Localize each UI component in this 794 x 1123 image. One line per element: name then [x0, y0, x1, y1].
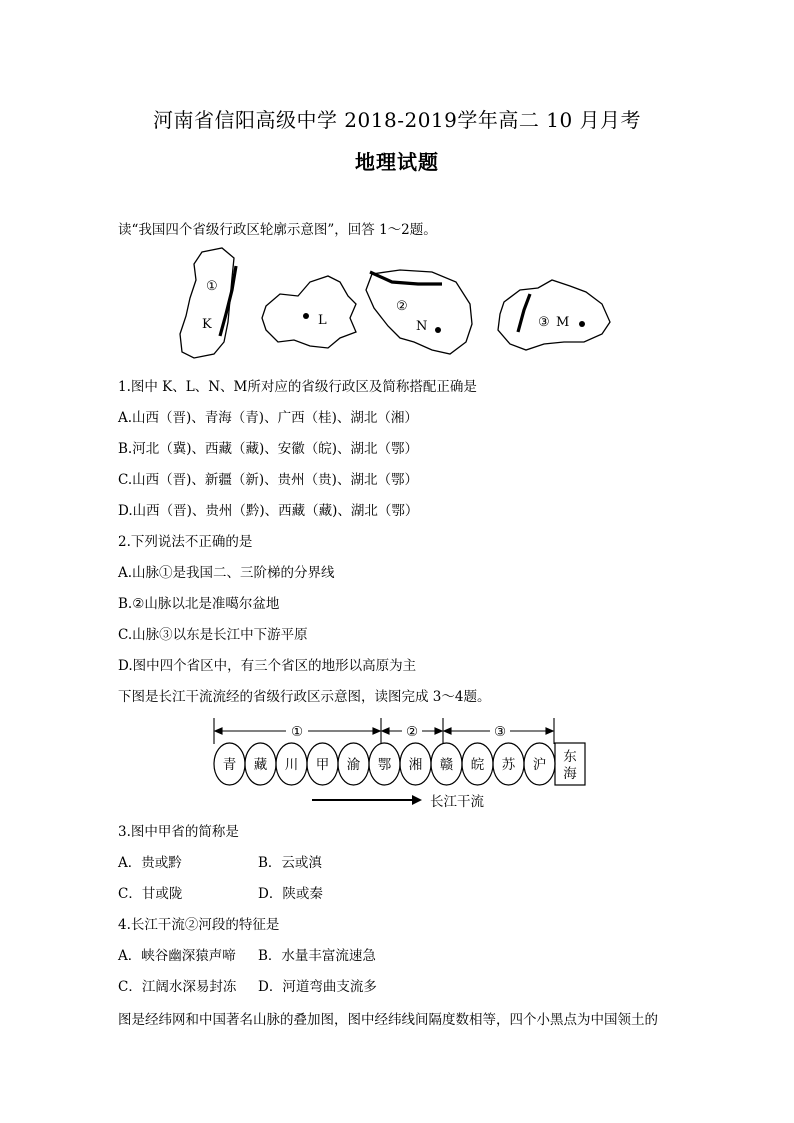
map-n-mark: ② — [396, 299, 408, 314]
question-1-stem: 1.图中 K、L、N、M所对应的省级行政区及简称搭配正确是 — [118, 379, 477, 395]
page-subtitle: 地理试题 — [355, 150, 439, 174]
intro-question-5: 图是经纬网和中国著名山脉的叠加图，图中经纬线间隔度数相等，四个小黑点为中国领土的 — [118, 1012, 658, 1028]
intro-question-1-2: 读“我国四个省级行政区轮廓示意图”，回答 1～2题。 — [118, 222, 437, 238]
question-2-option-c: C.山脉③以东是长江中下游平原 — [118, 627, 308, 643]
question-4-option-a: A．峡谷幽深猿声啼 — [118, 948, 236, 964]
question-2-stem: 2.下列说法不正确的是 — [118, 534, 253, 550]
province-label: 苏 — [501, 757, 516, 773]
arrow-label: 长江干流 — [430, 794, 484, 810]
yangtze-province-diagram — [200, 712, 592, 814]
question-4-option-d: D．河道弯曲支流多 — [258, 979, 377, 995]
question-1-option-d: D.山西（晋)、贵州（黔)、西藏（藏)、湖北（鄂） — [118, 503, 419, 519]
question-3-stem: 3.图中甲省的简称是 — [118, 824, 239, 840]
province-label: 沪 — [532, 757, 547, 773]
province-label: 藏 — [253, 757, 268, 773]
segment-1-label: ① — [290, 724, 304, 740]
question-1-option-c: C.山西（晋)、新疆（新)、贵州（贵)、湖北（鄂） — [118, 472, 418, 488]
map-m-mark: ③ — [538, 315, 550, 330]
question-1-option-a: A.山西（晋)、青海（青)、广西（桂)、湖北（湘） — [118, 410, 418, 426]
province-label: 赣 — [439, 757, 454, 773]
map-l — [262, 276, 356, 348]
map-m — [498, 280, 610, 350]
province-label: 鄂 — [377, 757, 392, 773]
province-label: 皖 — [470, 757, 485, 773]
east-sea-label-1: 东 — [563, 749, 577, 765]
segment-3-label: ③ — [493, 724, 507, 740]
province-label: 甲 — [315, 757, 330, 773]
map-n — [366, 270, 472, 354]
map-l-letter: L — [318, 313, 327, 328]
question-4-option-b: B．水量丰富流速急 — [258, 948, 376, 964]
question-2-option-a: A.山脉①是我国二、三阶梯的分界线 — [118, 565, 335, 581]
province-label: 川 — [284, 757, 299, 773]
question-3-option-c: C．甘或陇 — [118, 886, 183, 902]
question-4-stem: 4.长江干流②河段的特征是 — [118, 917, 280, 933]
question-3-option-d: D．陕或秦 — [258, 886, 323, 902]
province-outline-maps — [170, 246, 620, 364]
map-k-mark: ① — [206, 279, 218, 294]
map-m-letter: M — [556, 315, 570, 330]
map-k-letter: K — [202, 317, 212, 332]
question-1-option-b: B.河北（冀)、西藏（藏)、安徽（皖)、湖北（鄂） — [118, 441, 419, 457]
east-sea-box — [555, 743, 585, 785]
segment-2-label: ② — [405, 724, 419, 740]
province-label: 青 — [222, 757, 237, 773]
question-3-option-b: B．云或滇 — [258, 855, 322, 871]
page-title: 河南省信阳高级中学 2018-2019学年高二 10 月月考 — [152, 108, 642, 132]
question-3-option-a: A．贵或黔 — [118, 855, 182, 871]
question-2-option-b: B.②山脉以北是准噶尔盆地 — [118, 596, 280, 612]
question-4-option-c: C．江阔水深易封冻 — [118, 979, 237, 995]
map-k — [180, 248, 236, 358]
province-label: 渝 — [346, 757, 361, 773]
east-sea-label-2: 海 — [563, 766, 577, 782]
map-n-letter: N — [416, 319, 428, 334]
province-chain — [214, 743, 555, 785]
province-label: 湘 — [408, 757, 423, 773]
intro-question-3-4: 下图是长江干流流经的省级行政区示意图，读图完成 3～4题。 — [118, 689, 491, 705]
question-2-option-d: D.图中四个省区中，有三个省区的地形以高原为主 — [118, 658, 417, 674]
